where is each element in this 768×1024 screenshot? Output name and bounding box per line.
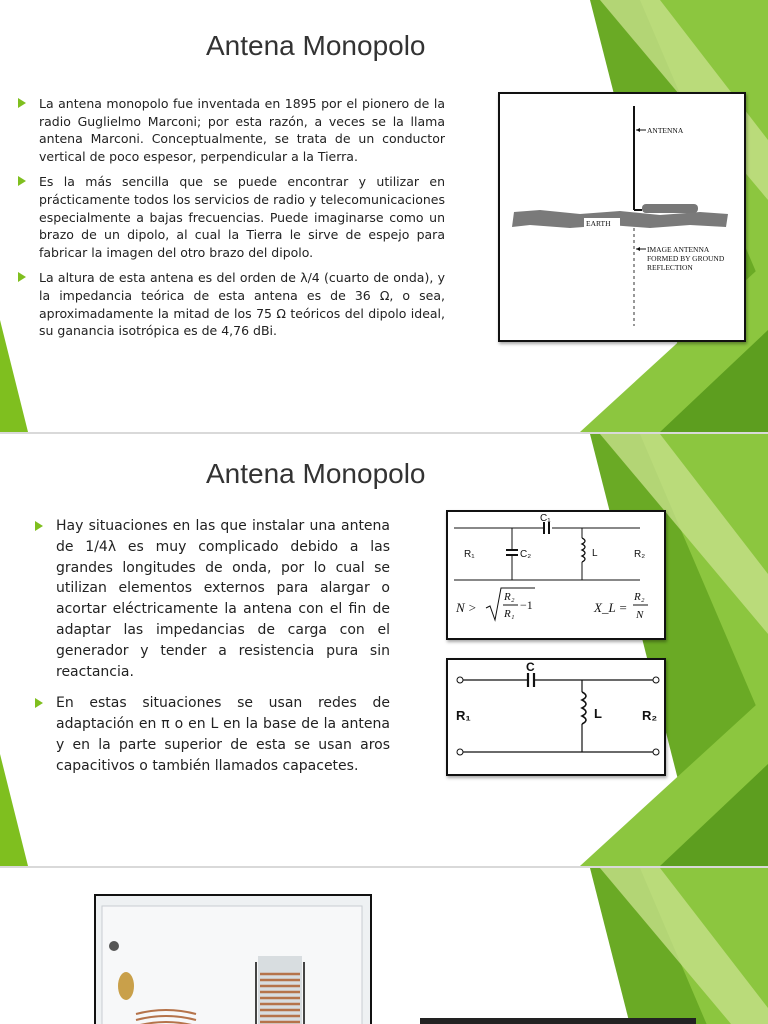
pi-network-figure [446,510,666,640]
n-denominator: R₁ [504,608,515,620]
r1-label: R₁ [456,708,471,723]
l-label: L [592,548,598,559]
slide-2 [0,434,768,866]
monopole-antenna-figure [498,92,746,342]
xl-formula-label: X_L = [594,600,628,615]
n-formula-label: N > [456,600,477,615]
r2-label: R₂ [634,549,646,560]
bullet-item: Es la más sencilla que se puede encontrar y utilizar en prácticamente todos los servicios de radio y telecomunicaciones especialmente a bajas frecuencias. Puede imaginarse como un brazo de un dipolo, al cual la Tierra le sirve de espejo para fabricar la imagen del otro brazo del dipolo. [39,174,445,260]
equipment-photo [94,894,372,1024]
image-antenna-label-1: IMAGE ANTENNA [647,245,710,254]
xl-denominator: N [636,609,644,621]
bullet-item: En estas situaciones se usan redes de adaptación en π o en L en la base de la antena y en la parte superior de esta se usan aros capacitivos o también llamados capacetes. [56,693,390,776]
image-antenna-label-2: FORMED BY GROUND [647,254,725,263]
n-numerator: R₂ [504,591,515,603]
c-label: C [526,660,535,674]
antenna-label: ANTENNA [647,126,684,135]
earth-label: EARTH [586,219,611,228]
l-network-figure [446,658,666,776]
image-antenna-label-3: REFLECTION [647,263,693,272]
bullet-item: Hay situaciones en las que instalar una antena de 1/4λ es muy complicado debido a las grandes longitudes de onda, por lo cual se utilizan elementos externos para alargar o acortar eléctricamente la antena con el fin de adaptar las impedancias de carga con el generador y tender a resistencia pura sin reactancia. [56,516,390,682]
bullet-list [39,95,445,348]
bullet-item: La antena monopolo fue inventada en 1895 por el pionero de la radio Guglielmo Marconi; por esta razón, a veces se la llama antena Marconi. Conceptualmente, se trata de un conductor vertical de poco espesor, perpendicular a la Tierra. [39,96,445,164]
feed-cable [642,204,698,213]
r2-label: R₂ [642,708,658,723]
slide-title: Antena Monopolo [206,30,426,61]
xl-numerator: R₂ [634,591,645,603]
second-photo-edge [420,1018,696,1024]
c2-label: C₂ [520,549,532,560]
r1-label: R₁ [464,549,475,560]
bullet-item: La altura de esta antena es del orden de λ/4 (cuarto de onda), y la impedancia teórica de esta antena es de 36 Ω, o sea, aproximadamente la mitad de los 75 Ω teóricos del dipolo ideal, su ganancia isotrópica es de 4,76 dBi. [39,270,445,339]
slide-3 [0,868,768,1024]
minus-one: −1 [520,598,533,612]
slide-title: Antena Monopolo [206,458,426,489]
slide-1 [0,0,768,432]
l-label: L [594,706,602,721]
bullet-list [56,516,390,788]
c1-label: C₁ [540,513,551,524]
